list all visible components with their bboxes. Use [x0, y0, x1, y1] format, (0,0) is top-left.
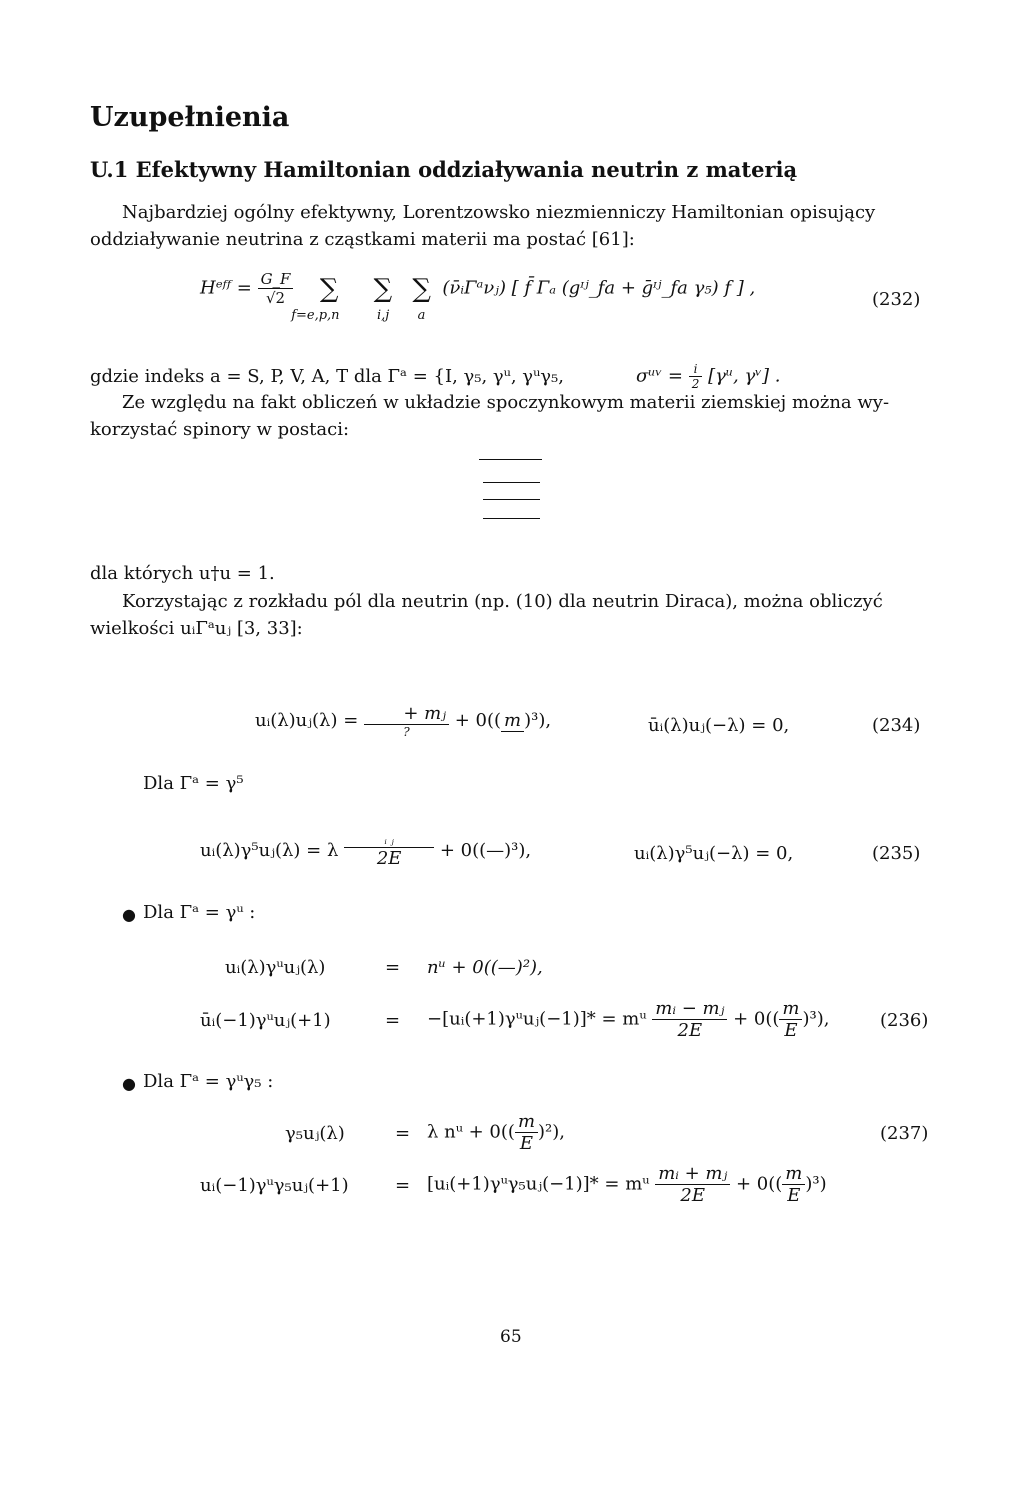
eq237a-m-frac-den: E — [519, 1133, 534, 1154]
para3-line-2: wielkości uᵢΓᵃuⱼ [3, 33]: — [90, 618, 303, 639]
eq236a-lhs: uᵢ(λ)γᵘuⱼ(λ) — [225, 957, 326, 978]
eq235-lhs: uᵢ(λ)γ⁵uⱼ(λ) = λ — [200, 840, 345, 861]
eq236b-rhs-group — [427, 998, 829, 1041]
eq237a-rest-2: )²), — [538, 1121, 565, 1143]
case-gamma-mu-gamma5: Dla Γᵃ = γᵘγ₅ : — [143, 1071, 274, 1092]
eq237b-m-frac — [782, 1163, 805, 1206]
eq237b-rhs-group — [427, 1163, 827, 1206]
eq236b-frac-den: 2E — [677, 1020, 703, 1041]
eq235-rest: + 0((—)³), — [439, 840, 532, 861]
eq237-number: (237) — [880, 1123, 929, 1144]
eq232-sum-2: ∑ i,j — [373, 273, 393, 323]
spinor-rule-2 — [483, 482, 540, 483]
sigma-lhs: σᵘᵛ = — [636, 365, 689, 387]
spinor-rule-4 — [483, 518, 540, 519]
eq232-prefactor-den: √2 — [265, 289, 286, 307]
para2-line-1: Ze względu na fakt obliczeń w układzie spoczynkowym materii ziemskiej można wy- — [122, 392, 890, 413]
eq236b-m-frac — [779, 998, 802, 1041]
eq236-number: (236) — [880, 1010, 929, 1031]
eq237b-eq: = — [395, 1175, 411, 1196]
eq234-frac-den: ? — [403, 725, 410, 739]
eq232-body: (ν̄ᵢΓᵃνⱼ) [ f̄ Γₐ (gᶦʲ_fa + ḡᶦʲ_fa γ₅) f ] , — [442, 277, 756, 299]
eq232-sum2-sub: i,j — [376, 307, 390, 323]
eq235-frac-den: 2E — [376, 848, 402, 869]
bullet-2: ● — [122, 1074, 136, 1093]
eq232-prefactor-num: G_F — [258, 270, 294, 289]
sigma-frac-den: 2 — [691, 377, 700, 391]
eq234-m-frac-num: m — [501, 710, 524, 732]
norm-line: dla których u†u = 1. — [90, 563, 275, 584]
eq236b-rest-2: )³), — [802, 1008, 830, 1030]
eq237a-m-frac-num: m — [515, 1111, 538, 1133]
eq232-sum-1: ∑ f=e,p,n — [291, 273, 340, 323]
eq236b-rest: + 0(( — [733, 1008, 780, 1030]
eq234-frac — [364, 703, 449, 739]
eq237b-rest: + 0(( — [735, 1173, 783, 1195]
eq235-number: (235) — [872, 843, 921, 864]
equation-234 — [255, 703, 551, 739]
page-number: 65 — [500, 1327, 522, 1347]
where-line: gdzie indeks a = S, P, V, A, T dla Γᵃ = {I, γ₅, γᵘ, γᵘγ₅, — [90, 366, 564, 387]
eq235-frac — [344, 833, 434, 869]
eq237a-rhs-group — [427, 1111, 565, 1154]
spinor-rule-1 — [479, 459, 542, 460]
spinor-rule-3 — [483, 499, 540, 500]
eq237b-m-frac-num: m — [782, 1163, 805, 1185]
eq232-sum-3: ∑ a — [412, 273, 431, 323]
eq237b-lhs: uᵢ(−1)γᵘγ₅uⱼ(+1) — [200, 1175, 349, 1196]
case-gamma5: Dla Γᵃ = γ⁵ — [143, 773, 244, 794]
eq237b-rest-2: )³) — [805, 1173, 827, 1195]
subsection-title: U.1 Efektywny Hamiltonian oddziaływania neutrin z materią — [90, 157, 798, 182]
eq237a-m-frac — [515, 1111, 538, 1154]
case-gamma-mu: Dla Γᵃ = γᵘ : — [143, 902, 256, 923]
eq237a-lhs: γ₅uⱼ(λ) — [285, 1123, 345, 1144]
eq234-right: ūᵢ(λ)uⱼ(−λ) = 0, — [648, 715, 790, 736]
eq236b-m-frac-num: m — [779, 998, 802, 1020]
sigma-rest: [γᵘ, γᵛ] . — [708, 365, 781, 387]
sigma-definition — [636, 362, 780, 391]
eq232-number: (232) — [872, 289, 921, 310]
eq235-right: uᵢ(λ)γ⁵uⱼ(−λ) = 0, — [634, 843, 794, 864]
eq237b-frac — [655, 1163, 730, 1206]
eq237b-m-frac-den: E — [787, 1185, 801, 1206]
eq237a-eq: = — [395, 1123, 411, 1144]
eq236b-m-frac-den: E — [784, 1020, 798, 1041]
eq237b-rhs: [uᵢ(+1)γᵘγ₅uⱼ(−1)]* = mᵘ — [427, 1173, 650, 1195]
eq236a-rhs: nᵘ + 0((—)²), — [427, 957, 543, 978]
eq234-m-frac — [501, 710, 524, 732]
eq237a-rhs: λ nᵘ + 0(( — [427, 1121, 515, 1143]
sigma-frac-num: i — [689, 362, 703, 377]
eq232-sum3-sub: a — [417, 307, 426, 323]
eq236b-frac-num: mᵢ − mⱼ — [652, 998, 727, 1020]
eq236b-eq: = — [385, 1010, 401, 1031]
eq236a-eq: = — [385, 957, 401, 978]
eq234-rest: + 0(( — [454, 710, 502, 731]
eq237b-frac-num: mᵢ + mⱼ — [655, 1163, 730, 1185]
eq234-number: (234) — [872, 715, 921, 736]
eq237b-frac-den: 2E — [680, 1185, 705, 1206]
eq234-lhs: uᵢ(λ)uⱼ(λ) = — [255, 710, 364, 731]
eq232-sum1-sub: f=e,p,n — [291, 307, 340, 323]
eq234-rest-2: )³), — [524, 710, 552, 731]
para3-line-1: Korzystając z rozkładu pól dla neutrin (np. (10) dla neutrin Diraca), można obliczyć — [122, 591, 883, 612]
eq232-lhs: Hᵉᶠᶠ = — [200, 277, 258, 299]
intro-line-2: oddziaływanie neutrina z cząstkami materii ma postać [61]: — [90, 229, 635, 250]
eq235-frac-num: ᵢ ⱼ — [344, 833, 434, 848]
bullet-1: ● — [122, 905, 136, 924]
para2-line-2: korzystać spinory w postaci: — [90, 419, 350, 440]
sigma-frac — [689, 362, 703, 391]
eq236b-frac — [652, 998, 727, 1041]
section-title: Uzupełnienia — [90, 102, 290, 133]
eq236b-lhs: ūᵢ(−1)γᵘuⱼ(+1) — [200, 1010, 331, 1031]
equation-235 — [200, 833, 531, 869]
eq234-frac-num: + mⱼ — [364, 703, 449, 725]
eq232-prefactor — [258, 270, 294, 307]
intro-line-1: Najbardziej ogólny efektywny, Lorentzowsko niezmienniczy Hamiltonian opisujący — [122, 202, 876, 223]
equation-232 — [200, 270, 755, 340]
eq236b-rhs: −[uᵢ(+1)γᵘuⱼ(−1)]* = mᵘ — [427, 1008, 647, 1030]
